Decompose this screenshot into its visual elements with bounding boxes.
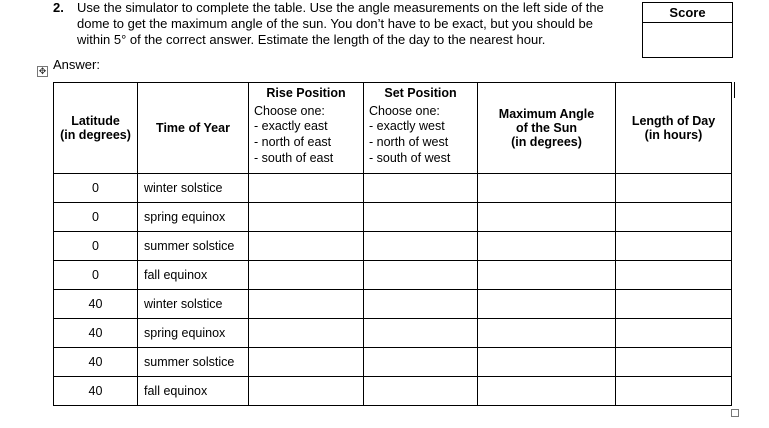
table-resize-handle-icon[interactable] — [731, 409, 739, 417]
set-position-cell[interactable] — [364, 203, 478, 232]
latitude-cell: 0 — [54, 261, 138, 290]
set-option: - exactly west — [369, 119, 445, 133]
rise-choose: Choose one: — [254, 104, 325, 118]
rise-position-cell[interactable] — [249, 348, 364, 377]
rise-position-cell[interactable] — [249, 290, 364, 319]
max-angle-cell[interactable] — [478, 377, 616, 406]
header-latitude — [54, 83, 138, 174]
rise-position-cell[interactable] — [249, 232, 364, 261]
text-cursor — [734, 82, 735, 98]
rise-option: - north of east — [254, 135, 332, 149]
set-position-cell[interactable] — [364, 377, 478, 406]
score-label: Score — [643, 3, 732, 23]
question-text — [77, 0, 632, 48]
set-title: Set Position — [384, 86, 457, 100]
length-of-day-cell[interactable] — [616, 203, 732, 232]
header-length-of-day — [616, 83, 732, 174]
question-number: 2. — [53, 0, 64, 15]
rise-position-cell[interactable] — [249, 174, 364, 203]
set-choose: Choose one: — [369, 104, 440, 118]
table-row — [54, 261, 732, 290]
length-of-day-cell[interactable] — [616, 348, 732, 377]
max-angle-cell[interactable] — [478, 290, 616, 319]
rise-option: - south of east — [254, 151, 334, 165]
set-position-cell[interactable] — [364, 174, 478, 203]
header-latitude-line: (in degrees) — [60, 128, 131, 142]
score-value-field[interactable] — [643, 23, 732, 58]
rise-position-cell[interactable] — [249, 319, 364, 348]
length-of-day-cell[interactable] — [616, 232, 732, 261]
length-of-day-cell[interactable] — [616, 290, 732, 319]
set-position-cell[interactable] — [364, 261, 478, 290]
rise-title: Rise Position — [266, 86, 346, 100]
table-row — [54, 203, 732, 232]
header-latitude-line: Latitude — [71, 114, 120, 128]
time-of-year-cell: summer solstice — [138, 348, 249, 377]
header-rise-position — [249, 83, 364, 174]
score-box — [642, 2, 733, 58]
table-move-handle-icon[interactable]: ✥ — [38, 66, 47, 76]
max-angle-cell[interactable] — [478, 319, 616, 348]
set-option: - north of west — [369, 135, 449, 149]
table-row — [54, 174, 732, 203]
table-row — [54, 377, 732, 406]
latitude-cell: 40 — [54, 348, 138, 377]
time-of-year-cell: fall equinox — [138, 261, 249, 290]
time-of-year-cell: spring equinox — [138, 203, 249, 232]
header-length-of-day-line: (in hours) — [644, 128, 703, 142]
time-of-year-cell: spring equinox — [138, 319, 249, 348]
table-row — [54, 232, 732, 261]
rise-position-cell[interactable] — [249, 377, 364, 406]
header-max-angle-line: (in degrees) — [511, 135, 582, 149]
max-angle-cell[interactable] — [478, 232, 616, 261]
answer-label: Answer: — [53, 57, 100, 72]
latitude-cell: 0 — [54, 232, 138, 261]
time-of-year-cell: fall equinox — [138, 377, 249, 406]
table-row — [54, 348, 732, 377]
time-of-year-cell: summer solstice — [138, 232, 249, 261]
max-angle-cell[interactable] — [478, 174, 616, 203]
set-position-cell[interactable] — [364, 290, 478, 319]
length-of-day-cell[interactable] — [616, 261, 732, 290]
latitude-cell: 40 — [54, 319, 138, 348]
header-max-angle-line: of the Sun — [515, 121, 578, 135]
rise-position-cell[interactable] — [249, 261, 364, 290]
set-position-cell[interactable] — [364, 319, 478, 348]
table-body — [54, 174, 732, 406]
table-row — [54, 290, 732, 319]
time-of-year-cell: winter solstice — [138, 174, 249, 203]
rise-position-cell[interactable] — [249, 203, 364, 232]
question-line: Use the simulator to complete the table. Use the angle measurements on the left side of the — [77, 0, 604, 15]
set-position-cell[interactable] — [364, 348, 478, 377]
table-header-row — [54, 83, 732, 174]
latitude-cell: 0 — [54, 174, 138, 203]
max-angle-cell[interactable] — [478, 348, 616, 377]
length-of-day-cell[interactable] — [616, 319, 732, 348]
length-of-day-cell[interactable] — [616, 377, 732, 406]
time-of-year-cell: winter solstice — [138, 290, 249, 319]
set-option: - south of west — [369, 151, 451, 165]
question-line: within 5° of the correct answer. Estimate the length of the day to the nearest hour. — [77, 32, 546, 47]
max-angle-cell[interactable] — [478, 261, 616, 290]
header-set-position — [364, 83, 478, 174]
latitude-cell: 0 — [54, 203, 138, 232]
answer-table — [53, 82, 732, 406]
latitude-cell: 40 — [54, 290, 138, 319]
header-max-angle — [478, 83, 616, 174]
question-line: dome to get the maximum angle of the sun. You don’t have to be exact, but you should be — [77, 16, 594, 31]
header-length-of-day-line: Length of Day — [631, 114, 716, 128]
table-row — [54, 319, 732, 348]
rise-option: - exactly east — [254, 119, 328, 133]
set-position-cell[interactable] — [364, 232, 478, 261]
latitude-cell: 40 — [54, 377, 138, 406]
max-angle-cell[interactable] — [478, 203, 616, 232]
header-time-of-year: Time of Year — [138, 83, 249, 174]
length-of-day-cell[interactable] — [616, 174, 732, 203]
header-max-angle-line: Maximum Angle — [498, 107, 595, 121]
